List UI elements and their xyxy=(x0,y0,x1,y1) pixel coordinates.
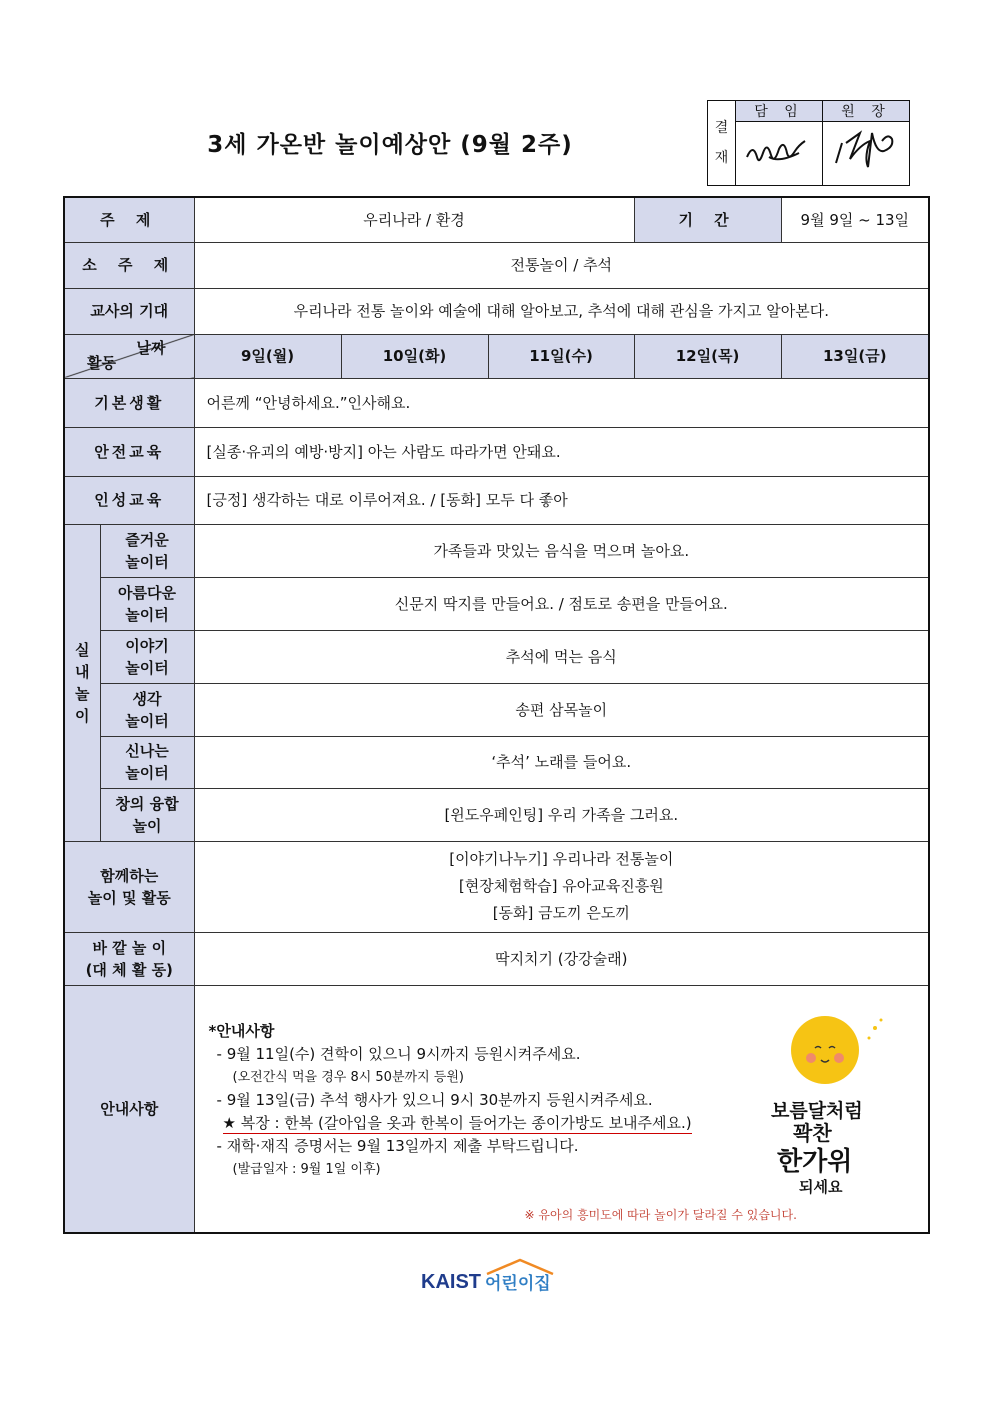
indoor-item-label: 생각 놀이터 xyxy=(100,683,194,736)
svg-text:어린이집: 어린이집 xyxy=(485,1274,551,1294)
approval-teacher-header: 담 임 xyxy=(736,101,823,122)
day-wed: 11일(수) xyxy=(488,334,634,378)
approval-label xyxy=(708,101,736,186)
day-thu: 12일(목) xyxy=(634,334,781,378)
character-label: 인성교육 xyxy=(64,476,194,524)
svg-text:보름달처럼: 보름달처럼 xyxy=(770,1099,863,1122)
notice-line: (발급일자 : 9월 1일 이후) xyxy=(232,1161,381,1177)
indoor-item-value: ‘추석’ 노래를 들어요. xyxy=(194,736,929,788)
teacher-signature xyxy=(736,122,823,186)
indoor-item-value: [윈도우페인팅] 우리 가족을 그러요. xyxy=(194,788,929,841)
kaist-daycare-logo xyxy=(421,1256,571,1296)
page-title: 3세 가온반 놀이예상안 (9월 2주) xyxy=(207,132,573,158)
outdoor-value: 딱지치기 (강강술래) xyxy=(194,932,929,985)
notice-line: - 재학·재직 증명서는 9월 13일까지 제출 부탁드립니다. xyxy=(216,1136,579,1155)
indoor-item-label: 이야기 놀이터 xyxy=(100,630,194,683)
svg-text:꽉찬: 꽉찬 xyxy=(792,1120,832,1145)
date-activity-header xyxy=(64,334,194,378)
indoor-item-value: 송편 삼목놀이 xyxy=(194,683,929,736)
character-value: [긍정] 생각하는 대로 이루어져요. / [동화] 모두 다 좋아 xyxy=(194,476,929,524)
activity-header-label: 활동 xyxy=(87,353,116,372)
approval-label-top: 결 xyxy=(714,120,729,136)
outdoor-label: 바 깥 놀 이 (대 체 활 동) xyxy=(64,932,194,985)
safety-value: [실종·유괴의 예방·방지] 아는 사람도 따라가면 안돼요. xyxy=(194,427,929,476)
indoor-item-value: 신문지 딱지를 만들어요. / 점토로 송편을 만들어요. xyxy=(194,577,929,630)
together-value: [이야기나누기] 우리나라 전통놀이 [현장체험학습] 유아교육진흥원 [동화] 금도끼 은도끼 xyxy=(194,841,929,932)
day-mon: 9일(월) xyxy=(194,334,341,378)
director-signature xyxy=(823,122,910,186)
day-fri: 13일(금) xyxy=(781,334,929,378)
indoor-item-value: 가족들과 맛있는 음식을 먹으며 놀아요. xyxy=(194,524,929,577)
approval-director-header: 원 장 xyxy=(823,101,910,122)
theme-label: 주 제 xyxy=(64,197,194,242)
svg-text:한가위: 한가위 xyxy=(776,1146,852,1177)
period-value: 9월 9일 ~ 13일 xyxy=(781,197,929,242)
indoor-item-label: 아름다운 놀이터 xyxy=(100,577,194,630)
notice-line: - 9월 11일(수) 견학이 있으니 9시까지 등원시켜주세요. xyxy=(216,1044,581,1063)
indoor-item-label: 신나는 놀이터 xyxy=(100,736,194,788)
notice-content xyxy=(194,985,929,1233)
notice-label: 안내사항 xyxy=(64,985,194,1233)
together-label: 함께하는 놀이 및 활동 xyxy=(64,841,194,932)
date-header-label: 날짜 xyxy=(136,338,166,357)
basic-life-value: 어른께 “안녕하세요.”인사해요. xyxy=(194,378,929,427)
plan-table xyxy=(63,196,930,1234)
subtheme-value: 전통놀이 / 추석 xyxy=(194,242,929,288)
day-tue: 10일(화) xyxy=(341,334,488,378)
indoor-play-label: 실 내 놀 이 xyxy=(64,524,100,841)
indoor-item-value: 추석에 먹는 음식 xyxy=(194,630,929,683)
safety-label: 안전교육 xyxy=(64,427,194,476)
approval-box xyxy=(707,100,910,186)
dress-code-line: ★ 복장 : 한복 (갈아입을 옷과 한복이 들어가는 종이가방도 보내주세요.) xyxy=(222,1113,692,1132)
basic-life-label: 기본생활 xyxy=(64,378,194,427)
expectation-value: 우리나라 전통 놀이와 예술에 대해 알아보고, 추석에 대해 관심을 가지고 알아본다. xyxy=(194,288,929,334)
expectation-label: 교사의 기대 xyxy=(64,288,194,334)
period-label: 기 간 xyxy=(634,197,781,242)
notice-heading: *안내사항 xyxy=(208,1021,275,1040)
indoor-item-label: 즐거운 놀이터 xyxy=(100,524,194,577)
notice-line: (오전간식 먹을 경우 8시 50분까지 등원) xyxy=(232,1069,464,1085)
svg-text:KAIST: KAIST xyxy=(421,1271,481,1293)
indoor-item-label: 창의 융합 놀이 xyxy=(100,788,194,841)
svg-text:되세요: 되세요 xyxy=(798,1177,842,1196)
theme-value: 우리나라 / 환경 xyxy=(194,197,634,242)
notice-footnote: ※ 유아의 흥미도에 따라 놀이가 달라질 수 있습니다. xyxy=(524,1207,797,1222)
approval-label-bottom: 재 xyxy=(714,150,729,166)
chuseok-moon-illustration xyxy=(763,1012,893,1202)
subtheme-label: 소 주 제 xyxy=(64,242,194,288)
notice-line: - 9월 13일(금) 추석 행사가 있으니 9시 30분까지 등원시켜주세요. xyxy=(216,1090,653,1109)
